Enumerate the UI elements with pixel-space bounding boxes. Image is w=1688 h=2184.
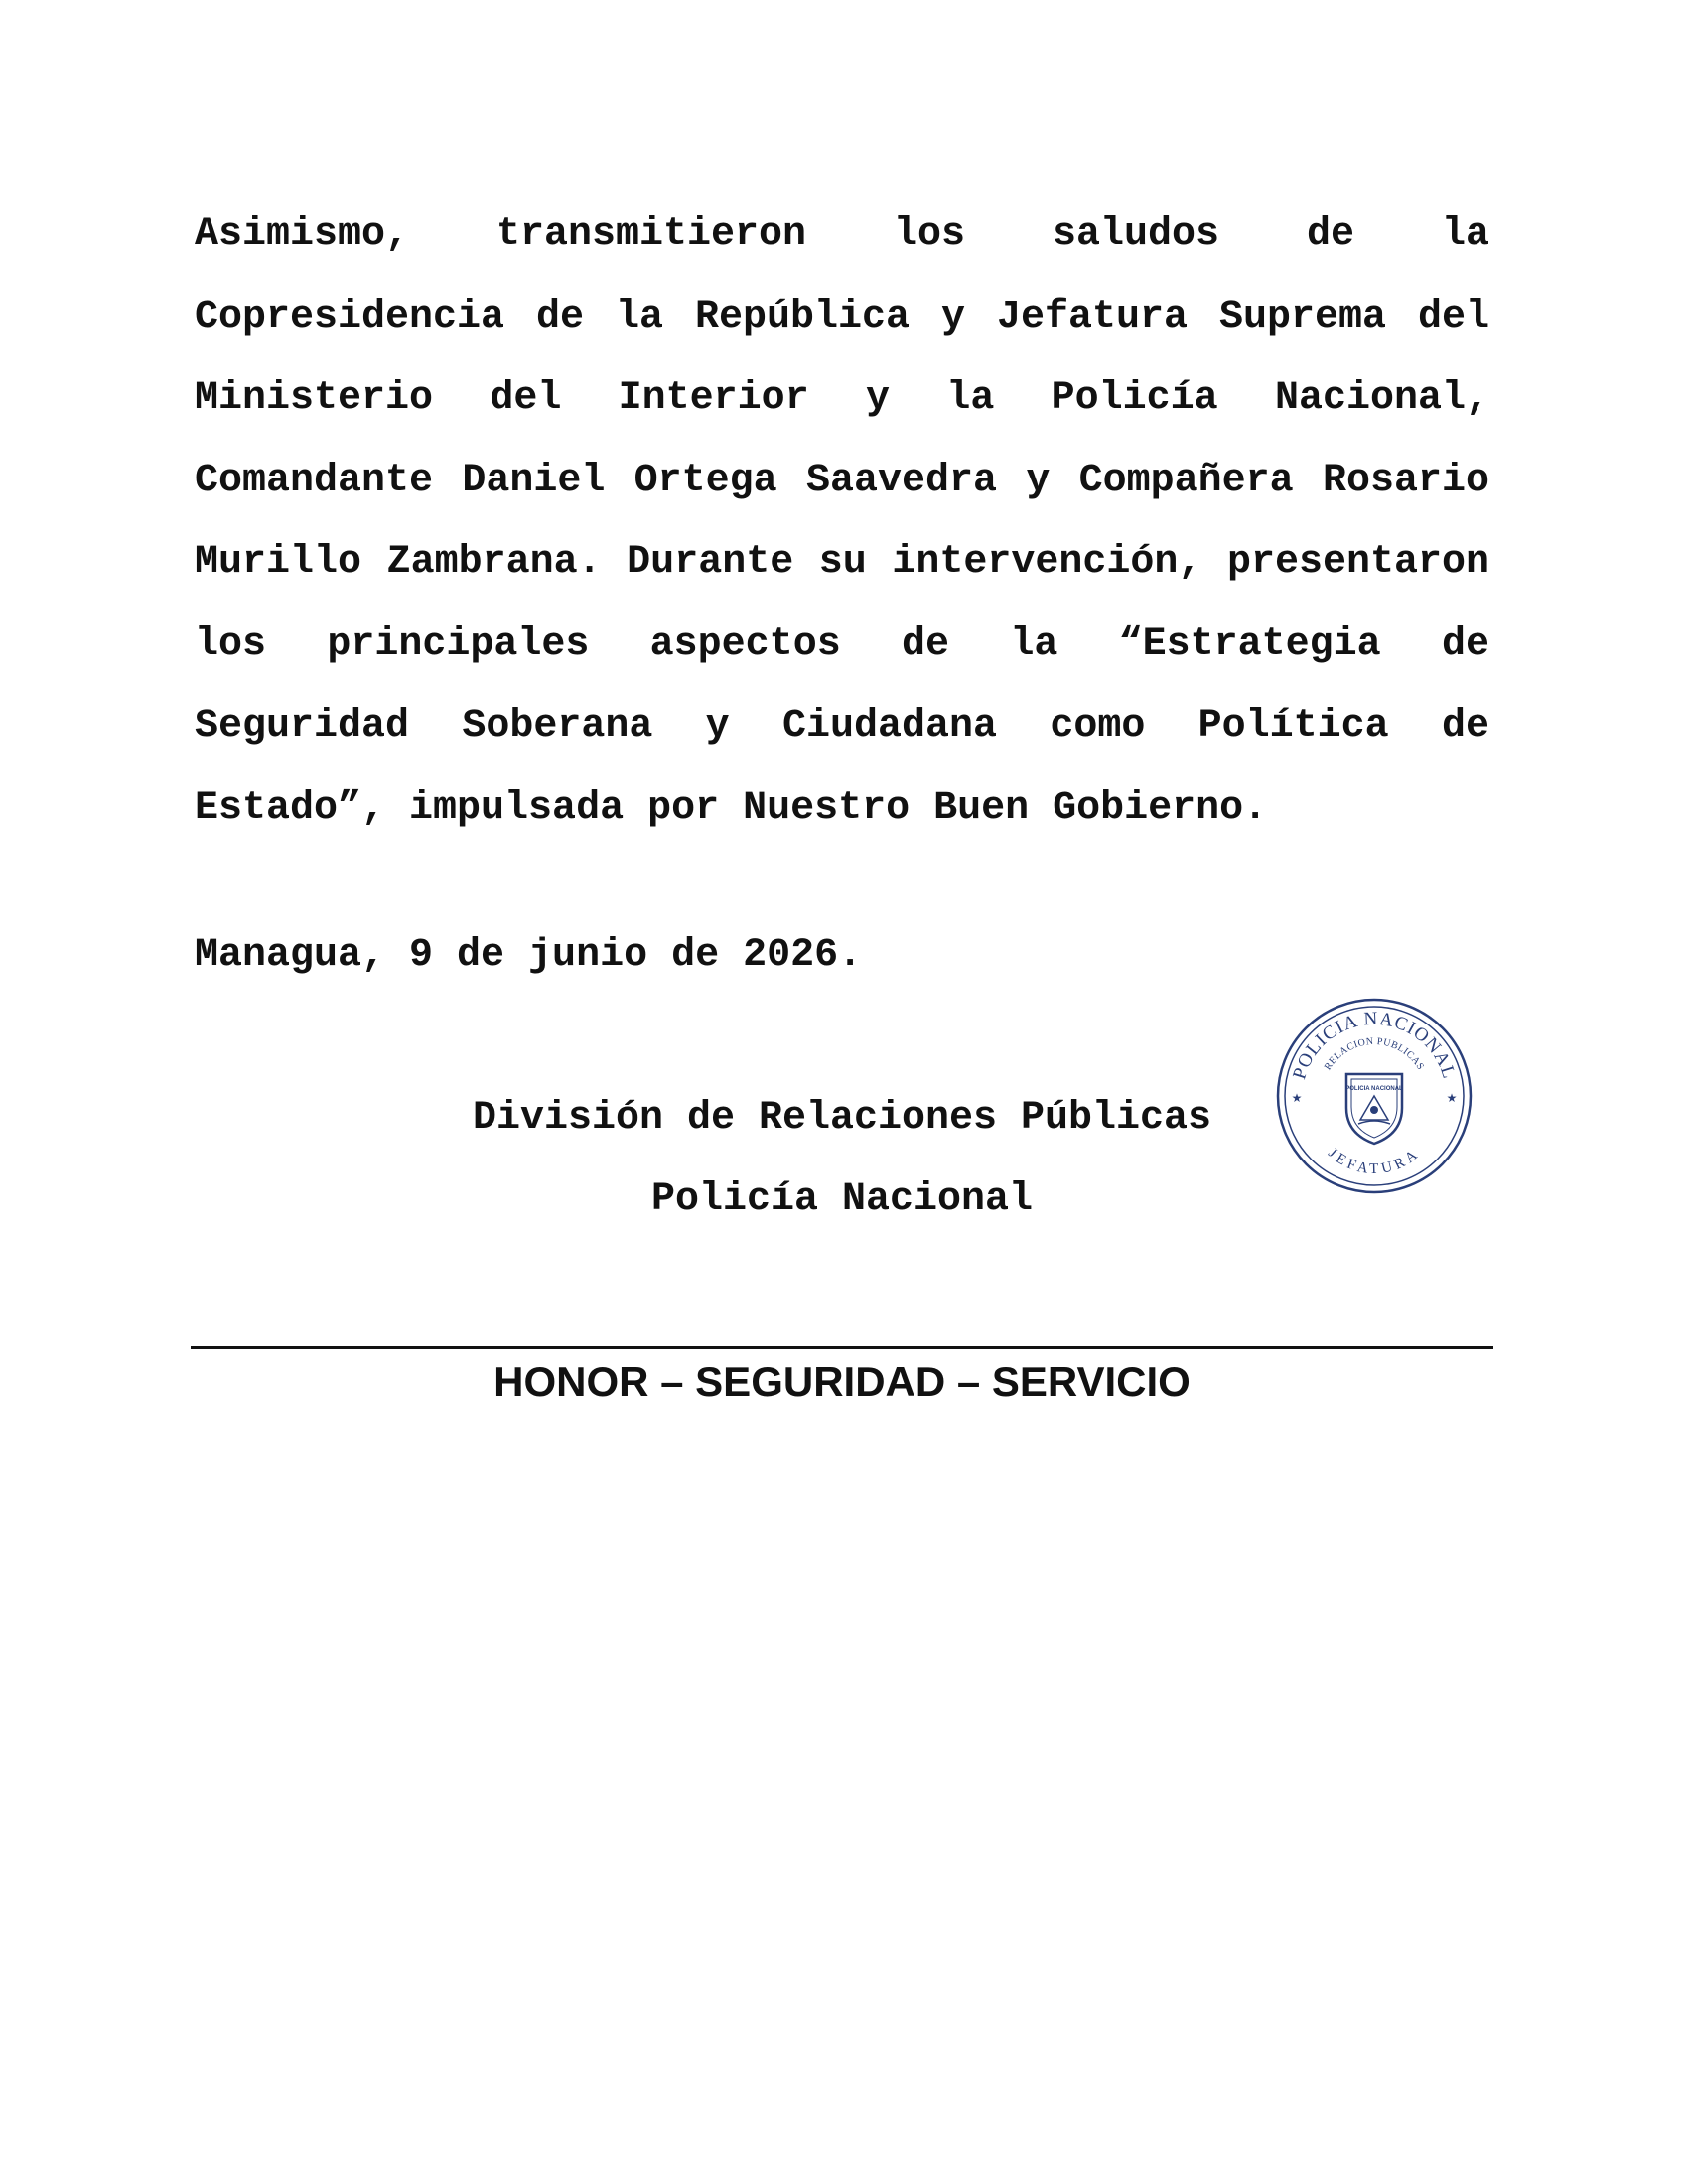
body-paragraph: Asimismo, transmitieron los saludos de la Copresidencia de la República y Jefatura Suprema del Ministerio del Interior y la Policía Nacional, Comandante Daniel Ortega Saavedra y Compañera Rosario Murillo Zambrana. Durante su intervención, presentaron los principales aspectos de la “Estrategia de Seguridad Soberana y Ciudadana como Política de Estado”, impulsada por Nuestro Buen Gobierno. — [195, 212, 1489, 831]
seal-bottom-text: JEFATURA — [1325, 1145, 1424, 1178]
seal-star-left-icon: ★ — [1291, 1091, 1303, 1105]
motto: HONOR – SEGURIDAD – SERVICIO — [493, 1358, 1191, 1405]
police-seal-stamp — [1275, 997, 1474, 1195]
dateline: Managua, 9 de junio de 2026. — [195, 933, 863, 978]
seal-inner-text: RELACION PUBLICAS — [1322, 1035, 1427, 1073]
svg-text:RELACION PUBLICAS — [1323, 1036, 1426, 1072]
svg-text:JEFATURA — [1325, 1145, 1423, 1177]
horizontal-rule — [191, 1346, 1493, 1349]
seal-outer-text: POLICIA NACIONAL — [1289, 1008, 1460, 1082]
signature-department: División de Relaciones Públicas — [472, 1096, 1212, 1141]
seal-shield-text: POLICIA NACIONAL — [1345, 1086, 1403, 1092]
seal-star-right-icon: ★ — [1446, 1091, 1458, 1105]
signature-institution: Policía Nacional — [650, 1177, 1034, 1222]
seal-shield-icon — [1345, 1074, 1403, 1144]
